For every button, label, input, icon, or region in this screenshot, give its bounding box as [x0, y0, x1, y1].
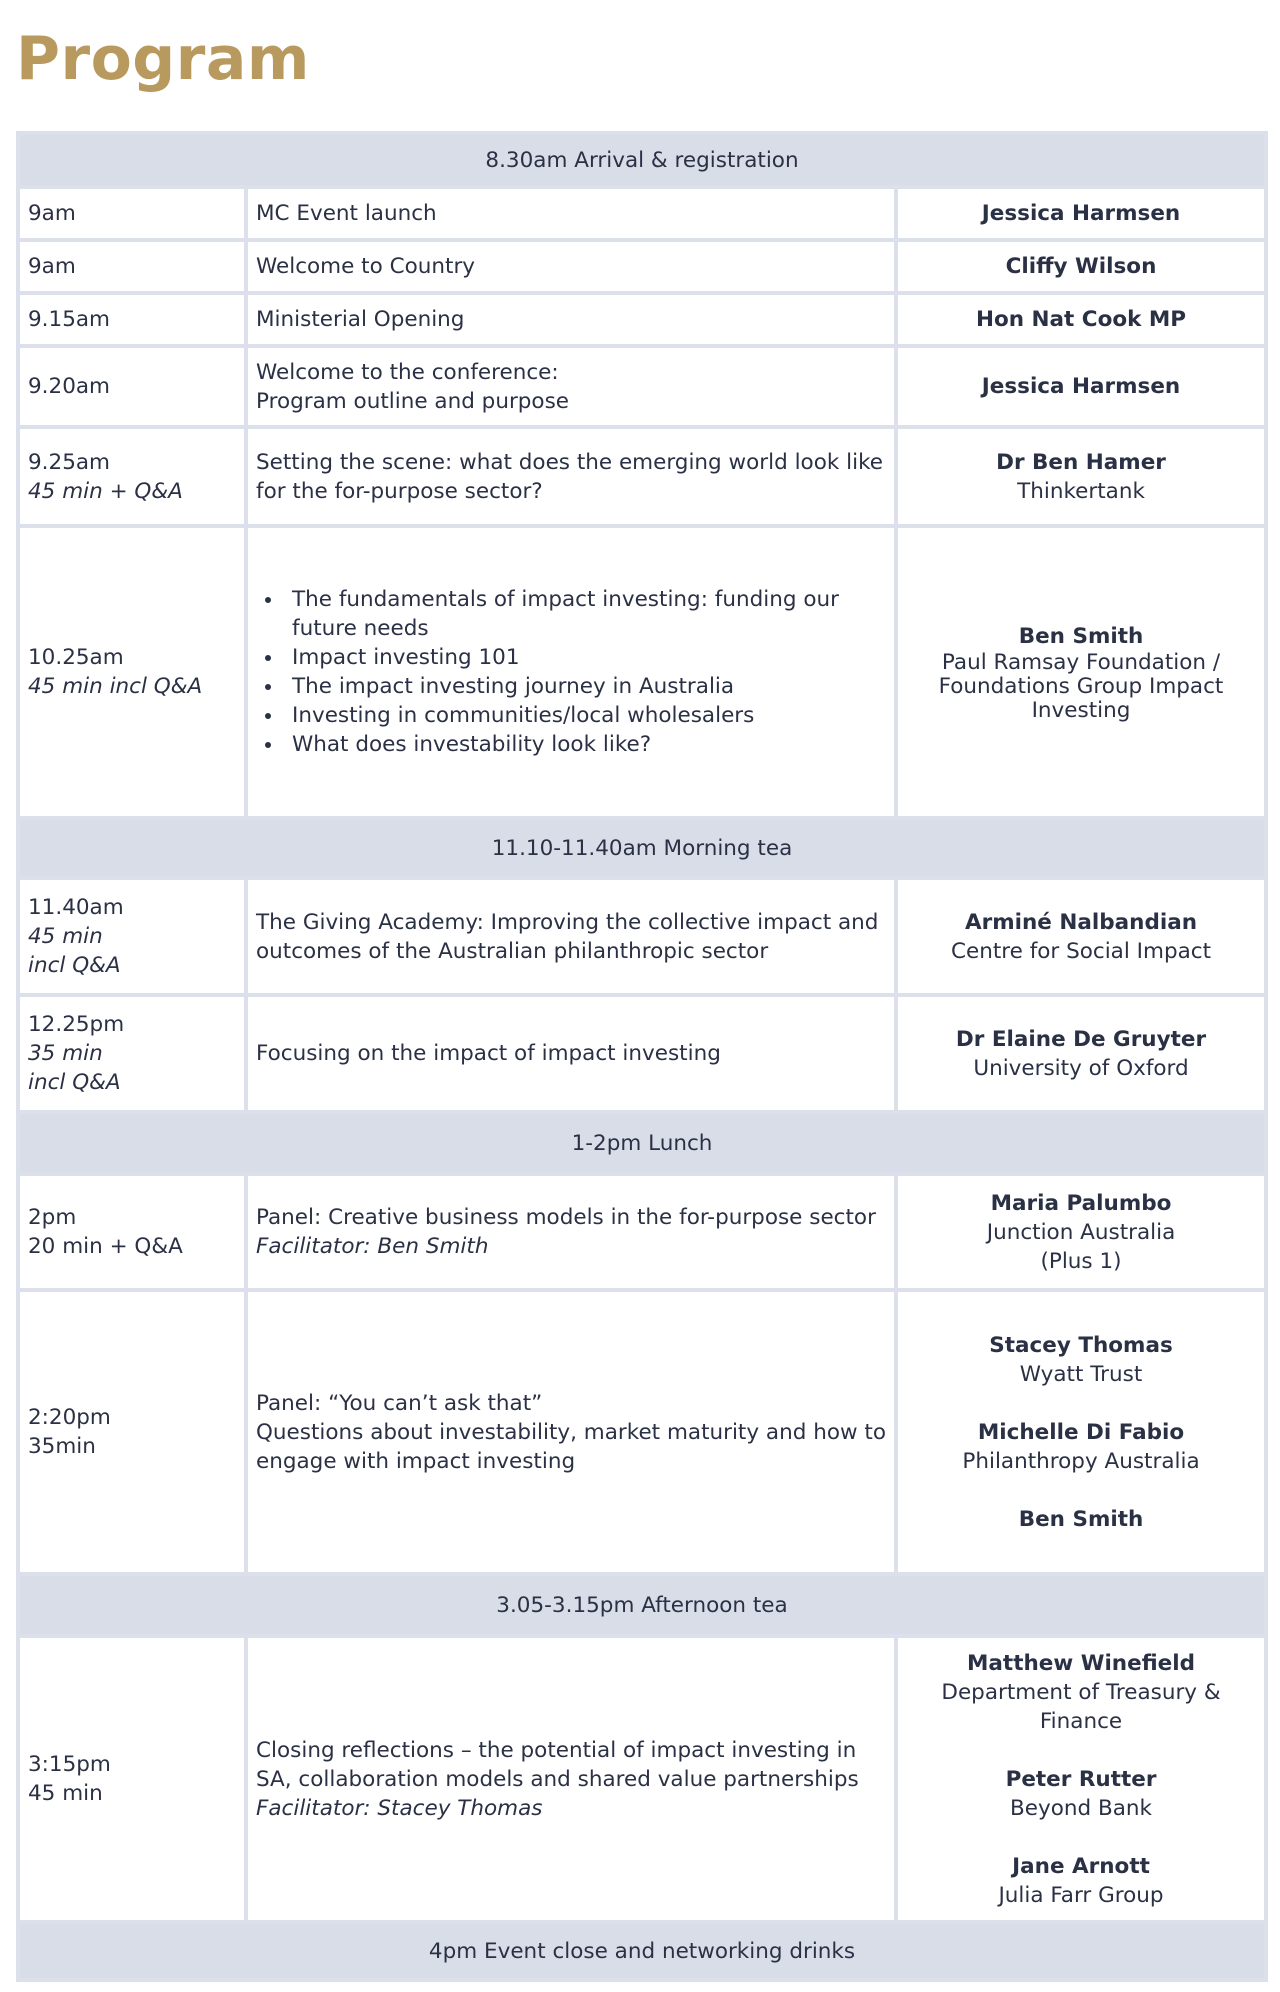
- speaker-name: Ben Smith: [1018, 1506, 1144, 1532]
- speaker-name: Jessica Harmsen: [981, 201, 1181, 226]
- session-cell: The Giving Academy: Improving the collective impact and outcomes of the Australian philanthropic sector: [246, 878, 896, 995]
- speaker-org: Department of Treasury & Finance: [941, 1679, 1221, 1734]
- session-text: Panel: Creative business models in the for-purpose sector: [256, 1205, 876, 1230]
- time-text: 9.25am: [28, 449, 110, 475]
- list-item: • The fundamentals of impact investing: funding our future needs: [284, 585, 886, 643]
- session-cell: Setting the scene: what does the emerging world look like for the for-purpose sector?: [246, 427, 896, 526]
- speaker-org: Junction Australia: [986, 1219, 1176, 1245]
- speaker-org: Philanthropy Australia: [962, 1448, 1200, 1474]
- session-cell: [246, 1636, 896, 1922]
- time-text: 12.25pm: [28, 1012, 125, 1037]
- table-row: [18, 1174, 1266, 1290]
- break-row-close: [18, 1922, 1266, 1980]
- speaker-cell: [896, 187, 1266, 240]
- time-cell: [18, 427, 246, 526]
- speaker-cell: [896, 1174, 1266, 1290]
- speaker-cell: [896, 240, 1266, 293]
- facilitator-text: Facilitator: Stacey Thomas: [256, 1795, 543, 1821]
- topic-list: [256, 585, 886, 759]
- speaker-cell: [896, 1290, 1266, 1574]
- speaker-name: Maria Palumbo: [990, 1190, 1172, 1216]
- session-cell: [246, 1290, 896, 1574]
- session-cell: [246, 1174, 896, 1290]
- break-label: 8.30am Arrival & registration: [18, 133, 1266, 187]
- speaker-org: Centre for Social Impact: [950, 938, 1212, 964]
- speaker-cell: [896, 1636, 1266, 1922]
- duration-text: 45 min incl Q&A: [28, 674, 203, 699]
- table-row: [18, 526, 1266, 818]
- table-row: [18, 293, 1266, 346]
- duration-text: 35min: [28, 1434, 96, 1459]
- speaker-name: Michelle Di Fabio: [977, 1419, 1185, 1445]
- time-text: 10.25am: [28, 645, 124, 670]
- time-cell: [18, 995, 246, 1112]
- speaker-name: Arminé Nalbandian: [964, 909, 1198, 935]
- break-row-afternoon-tea: [18, 1574, 1266, 1636]
- table-row: [18, 995, 1266, 1112]
- speaker-name: Cliffy Wilson: [1005, 254, 1157, 279]
- time-text: 2:20pm: [28, 1405, 111, 1430]
- break-label: 3.05-3.15pm Afternoon tea: [18, 1574, 1266, 1636]
- speaker-org: Beyond Bank: [1010, 1795, 1152, 1821]
- speaker-name: Hon Nat Cook MP: [975, 307, 1187, 332]
- speaker-cell: [896, 878, 1266, 995]
- session-text: Closing reflections – the potential of impact investing in SA, collaboration models and shared value partnerships: [256, 1737, 859, 1792]
- time-cell: 9.20am: [18, 346, 246, 427]
- speaker-cell: [896, 293, 1266, 346]
- list-item: • What does investability look like?: [284, 730, 886, 759]
- table-row: [18, 187, 1266, 240]
- list-item: • The impact investing journey in Australia: [284, 672, 886, 701]
- break-row-arrival: [18, 133, 1266, 187]
- session-cell: [246, 346, 896, 427]
- list-item: • Impact investing 101: [284, 643, 886, 672]
- break-row-lunch: [18, 1112, 1266, 1174]
- time-text: 2pm: [28, 1205, 77, 1230]
- table-row: [18, 240, 1266, 293]
- table-row: [18, 1290, 1266, 1574]
- speaker-name: Peter Rutter: [1005, 1766, 1157, 1792]
- time-cell: [18, 1174, 246, 1290]
- time-cell: [18, 1636, 246, 1922]
- speaker-org: Thinkertank: [1017, 478, 1145, 504]
- facilitator-text: Facilitator: Ben Smith: [256, 1234, 489, 1259]
- table-row: [18, 878, 1266, 995]
- break-label: 1-2pm Lunch: [18, 1112, 1266, 1174]
- duration-text: 45 min: [28, 924, 103, 949]
- session-cell: Ministerial Opening: [246, 293, 896, 346]
- break-label: 4pm Event close and networking drinks: [18, 1922, 1266, 1980]
- session-text: Panel: “You can’t ask that”: [256, 1390, 543, 1416]
- page-title: Program: [16, 24, 310, 94]
- time-cell: 9am: [18, 240, 246, 293]
- speaker-org: University of Oxford: [973, 1055, 1189, 1081]
- speaker-cell: [896, 526, 1266, 818]
- time-cell: [18, 1290, 246, 1574]
- break-label: 11.10-11.40am Morning tea: [18, 818, 1266, 878]
- speaker-name: Stacey Thomas: [989, 1332, 1173, 1358]
- speaker-cell: [896, 995, 1266, 1112]
- speaker-name: Dr Elaine De Gruyter: [955, 1026, 1207, 1052]
- speaker-cell: [896, 427, 1266, 526]
- time-cell: 9am: [18, 187, 246, 240]
- session-text: Program outline and purpose: [256, 388, 570, 414]
- speaker-name: Jane Arnott: [1012, 1853, 1150, 1879]
- session-cell: MC Event launch: [246, 187, 896, 240]
- speaker-cell: [896, 346, 1266, 427]
- session-cell: [246, 526, 896, 818]
- session-text: Welcome to the conference:: [256, 359, 559, 385]
- speaker-org: Paul Ramsay Foundation / Foundations Group Impact Investing: [938, 649, 1224, 723]
- speaker-name: Matthew Winefield: [967, 1650, 1195, 1676]
- table-row: [18, 346, 1266, 427]
- time-cell: [18, 878, 246, 995]
- list-item: • Investing in communities/local wholesalers: [284, 701, 886, 730]
- duration-text: 45 min + Q&A: [28, 478, 183, 504]
- table-row: [18, 1636, 1266, 1922]
- duration-text: 20 min + Q&A: [28, 1234, 183, 1259]
- table-row: [18, 427, 1266, 526]
- program-table: [16, 131, 1268, 1982]
- speaker-org: Wyatt Trust: [1019, 1361, 1143, 1387]
- session-cell: Welcome to Country: [246, 240, 896, 293]
- speaker-name: Jessica Harmsen: [981, 374, 1181, 399]
- break-row-morning-tea: [18, 818, 1266, 878]
- duration-text: 45 min: [28, 1781, 103, 1806]
- duration-text: 35 min: [28, 1041, 103, 1066]
- time-text: 3:15pm: [28, 1752, 111, 1777]
- speaker-org: Julia Farr Group: [998, 1882, 1164, 1908]
- time-text: 11.40am: [28, 895, 124, 920]
- speaker-org: (Plus 1): [1040, 1248, 1122, 1274]
- speaker-name: Ben Smith: [1018, 623, 1144, 649]
- duration-text: incl Q&A: [28, 953, 121, 978]
- time-cell: 9.15am: [18, 293, 246, 346]
- time-cell: [18, 526, 246, 818]
- duration-text: incl Q&A: [28, 1070, 121, 1095]
- session-cell: Focusing on the impact of impact investing: [246, 995, 896, 1112]
- session-text: Questions about investability, market maturity and how to engage with impact investing: [256, 1419, 886, 1474]
- speaker-name: Dr Ben Hamer: [996, 449, 1166, 475]
